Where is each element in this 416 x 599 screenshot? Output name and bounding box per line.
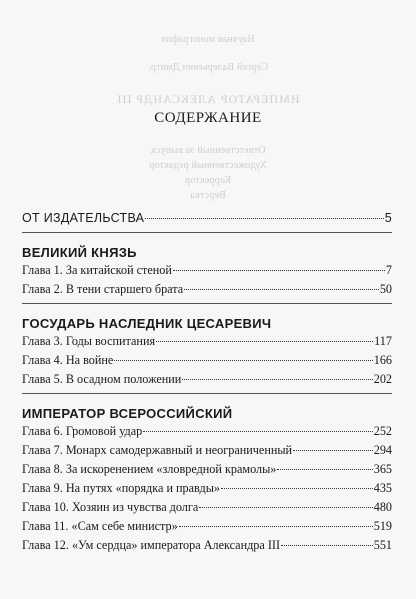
toc-entry[interactable] <box>22 517 392 536</box>
dot-leader <box>173 270 385 271</box>
dot-leader <box>156 341 373 342</box>
toc-section <box>22 245 392 299</box>
toc-entry[interactable] <box>22 498 392 517</box>
toc-entry[interactable] <box>22 441 392 460</box>
toc-entry[interactable] <box>22 351 392 370</box>
toc-entry-page: 519 <box>373 519 392 533</box>
dot-leader <box>179 526 373 527</box>
section-heading: ИМПЕРАТОР ВСЕРОССИЙСКИЙ <box>22 406 233 421</box>
bleed-through-line: Сергей Валерьевич Дмитр. <box>148 62 269 73</box>
toc-entry-label: Глава 10. Хозяин из чувства долга <box>22 500 199 514</box>
toc-entry-page: 365 <box>373 462 392 476</box>
toc-entry[interactable] <box>22 460 392 479</box>
toc-entry-label: Глава 6. Громовой удар <box>22 424 143 438</box>
dot-leader <box>199 507 372 508</box>
table-of-contents <box>22 209 392 555</box>
toc-entry-page: 50 <box>379 282 392 296</box>
bleed-through-line: Ответственный за выпуск <box>150 145 266 156</box>
toc-entry[interactable] <box>22 332 392 351</box>
bleed-through-line: Верстка <box>190 190 226 201</box>
toc-entry-label: Глава 3. Годы воспитания <box>22 334 156 348</box>
toc-entry-page: 117 <box>374 334 392 348</box>
toc-entry-page: 7 <box>385 263 392 277</box>
toc-entry[interactable] <box>22 422 392 441</box>
toc-entry-label: Глава 2. В тени старшего брата <box>22 282 184 296</box>
section-heading: ГОСУДАРЬ НАСЛЕДНИК ЦЕСАРЕВИЧ <box>22 316 272 331</box>
toc-entry-publisher[interactable] <box>22 209 392 228</box>
separator-rule <box>22 393 392 394</box>
toc-entry-page: 252 <box>373 424 392 438</box>
toc-entry-page: 294 <box>373 443 392 457</box>
dot-leader <box>184 289 379 290</box>
dot-leader <box>281 545 373 546</box>
toc-entry-page: 5 <box>384 211 392 225</box>
bleed-through-line: Художественный редактор <box>149 160 267 171</box>
toc-entry-page: 480 <box>373 500 392 514</box>
dot-leader <box>143 431 372 432</box>
toc-title: СОДЕРЖАНИЕ <box>154 110 262 126</box>
dot-leader <box>182 379 372 380</box>
toc-entry-page: 551 <box>373 538 392 552</box>
toc-section <box>22 406 392 555</box>
toc-entry[interactable] <box>22 536 392 555</box>
bleed-through-line: ИМПЕРАТОР АЛЕКСАНДР III <box>116 92 300 106</box>
toc-entry-label: Глава 8. За искоренением «зловредной крамолы» <box>22 462 277 476</box>
toc-entry-label: Глава 12. «Ум сердца» императора Александра III <box>22 538 281 552</box>
toc-entry[interactable] <box>22 370 392 389</box>
toc-entry[interactable] <box>22 261 392 280</box>
toc-entry-page: 202 <box>373 372 392 386</box>
toc-entry-page: 166 <box>373 353 392 367</box>
toc-entry-page: 435 <box>373 481 392 495</box>
separator-rule <box>22 303 392 304</box>
dot-leader <box>221 488 373 489</box>
bleed-through-line: Корректор <box>184 175 232 186</box>
dot-leader <box>293 450 373 451</box>
dot-leader <box>114 360 372 361</box>
toc-entry-label: Глава 4. На войне <box>22 353 114 367</box>
toc-section <box>22 316 392 389</box>
toc-entry[interactable] <box>22 479 392 498</box>
separator-rule <box>22 232 392 233</box>
section-heading: ВЕЛИКИЙ КНЯЗЬ <box>22 245 137 260</box>
toc-entry-label: Глава 7. Монарх самодержавный и неограниченный <box>22 443 293 457</box>
dot-leader <box>277 469 372 470</box>
toc-entry-label: Глава 5. В осадном положении <box>22 372 182 386</box>
dot-leader <box>145 218 383 219</box>
toc-entry-label: Глава 9. На путях «порядка и правды» <box>22 481 220 495</box>
toc-entry-label: Глава 11. «Сам себе министр» <box>22 519 178 533</box>
toc-entry[interactable] <box>22 280 392 299</box>
bleed-through-line: Научная монография <box>161 34 255 45</box>
toc-entry-label: ОТ ИЗДАТЕЛЬСТВА <box>22 211 145 225</box>
toc-entry-label: Глава 1. За китайской стеной <box>22 263 172 277</box>
